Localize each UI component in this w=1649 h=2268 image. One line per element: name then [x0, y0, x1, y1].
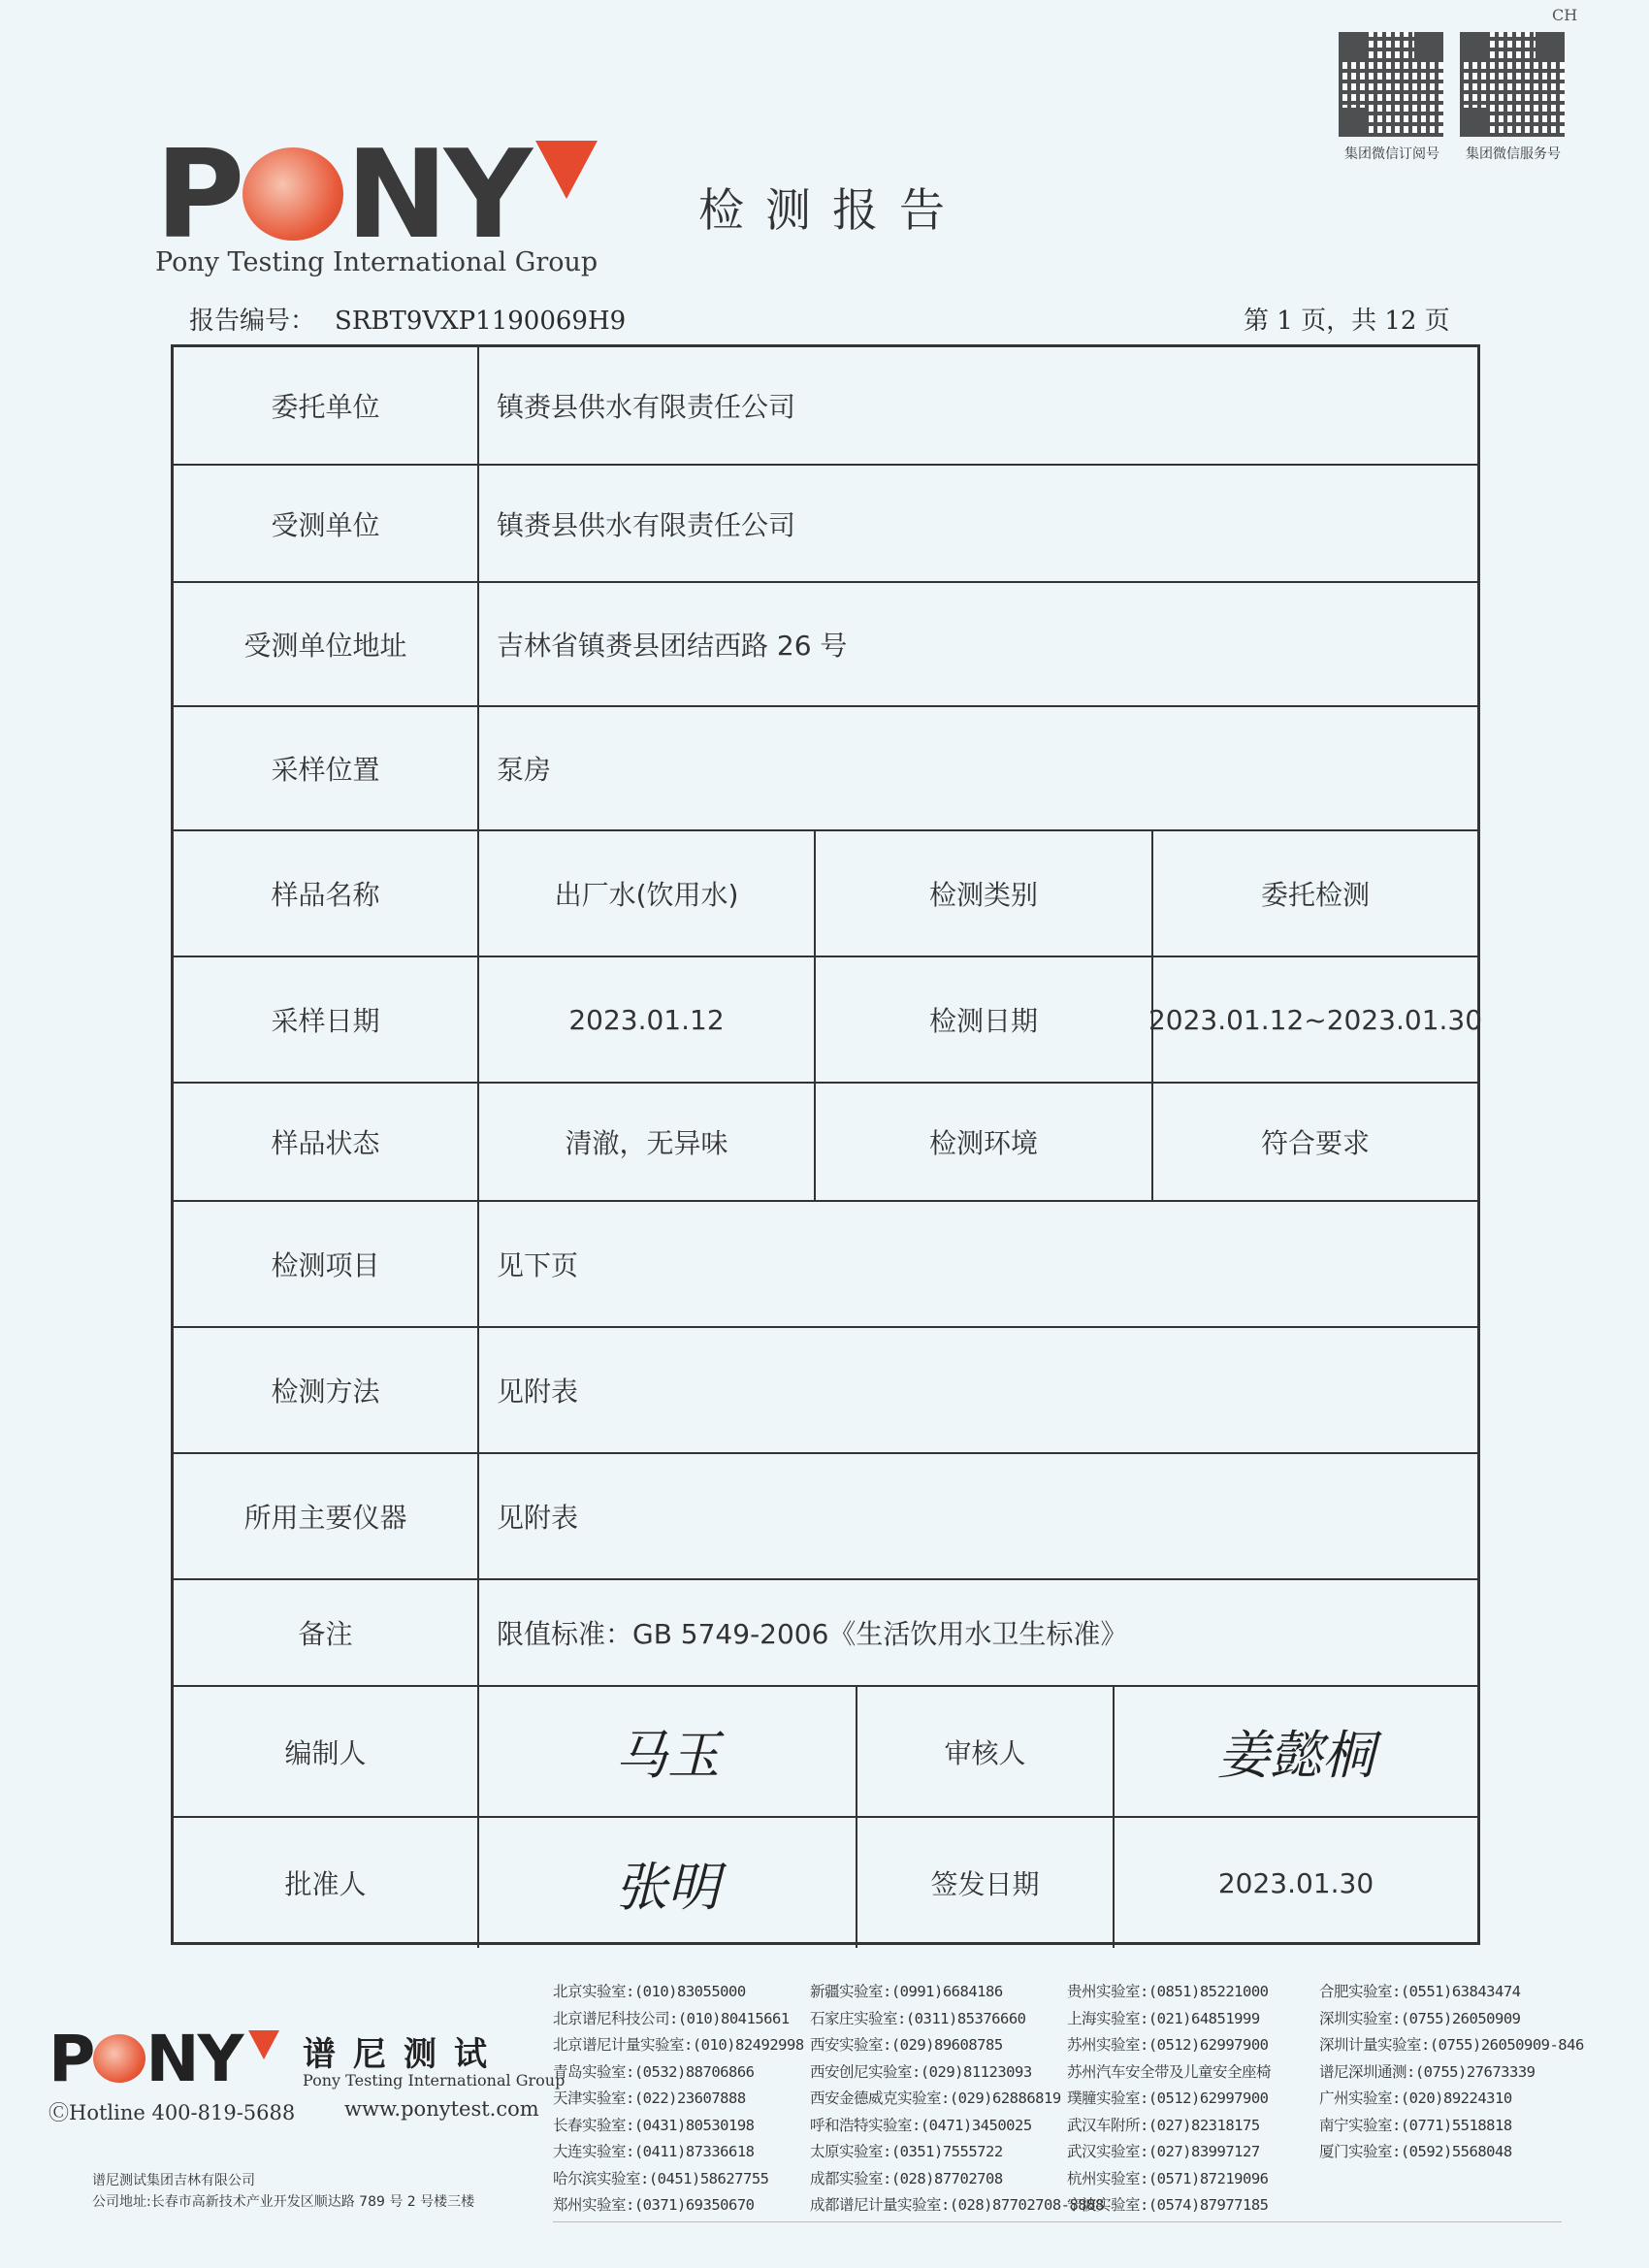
- row-sampling-location: [174, 707, 1477, 831]
- lab-entry: 武汉车附所:(027)82318175: [1067, 2116, 1260, 2134]
- lab-entry: 青岛实验室:(0532)88706866: [553, 2062, 755, 2081]
- client-label: 委托单位: [174, 347, 479, 464]
- lab-entry: 成都谱尼计量实验室:(028)87702708-8888: [810, 2196, 1104, 2214]
- row-approver: [174, 1818, 1477, 1948]
- lab-entry: 西安创尼实验室:(029)81123093: [810, 2062, 1032, 2081]
- test-items-label: 检测项目: [174, 1202, 479, 1326]
- address-label: 受测单位地址: [174, 583, 479, 705]
- reviewer-label: 审核人: [856, 1687, 1113, 1816]
- footer-website: www.ponytest.com: [344, 2097, 539, 2121]
- lab-entry: 北京谱尼科技公司:(010)80415661: [553, 2009, 790, 2027]
- row-sample-name: [174, 831, 1477, 957]
- footer-company: 谱尼测试集团吉林有限公司: [92, 2173, 255, 2188]
- row-client: [174, 347, 1477, 466]
- test-env-label: 检测环境: [814, 1084, 1151, 1200]
- lab-entry: 合肥实验室:(0551)63843474: [1319, 1983, 1521, 2000]
- issue-date-value: 2023.01.30: [1113, 1818, 1477, 1948]
- lab-entry: 杭州实验室:(0571)87219096: [1067, 2169, 1269, 2187]
- footer-logo-o-circle: [93, 2034, 146, 2083]
- compiler-label: 编制人: [174, 1687, 479, 1816]
- sampling-date-label: 采样日期: [174, 957, 479, 1082]
- test-method-label: 检测方法: [174, 1328, 479, 1452]
- report-number: 报告编号： SRBT9VXP1190069H9: [189, 307, 627, 336]
- document-title: 检测报告: [698, 184, 966, 238]
- approver-signature: 张明: [615, 1856, 720, 1918]
- remarks-label: 备注: [174, 1580, 479, 1685]
- lab-entry: 广州实验室:(020)89224310: [1319, 2090, 1512, 2107]
- test-type-value: 委托检测: [1151, 831, 1477, 956]
- lab-entry: 郑州实验室:(0371)69350670: [553, 2196, 755, 2214]
- row-test-items: [174, 1202, 1477, 1328]
- tested-label: 受测单位: [174, 466, 479, 581]
- test-date-value: 2023.01.12~2023.01.30: [1151, 957, 1477, 1082]
- sample-name-label: 样品名称: [174, 831, 479, 956]
- lab-entry: 贵州实验室:(0851)85221000: [1067, 1983, 1269, 2000]
- sampling-location-label: 采样位置: [174, 707, 479, 829]
- lab-entry: 呼和浩特实验室:(0471)3450025: [810, 2116, 1032, 2134]
- ch-mark: CH: [1552, 6, 1578, 24]
- test-method-value: 见附表: [497, 1376, 579, 1408]
- footer-group-en: Pony Testing International Group: [303, 2071, 566, 2090]
- lab-entry: 新疆实验室:(0991)6684186: [810, 1983, 1003, 2000]
- lab-entry: 深圳实验室:(0755)26050909: [1319, 2009, 1521, 2027]
- test-date-label: 检测日期: [814, 957, 1151, 1082]
- pony-logo: P NY: [155, 123, 530, 266]
- qr-caption-subscription: 集团微信订阅号: [1344, 146, 1439, 162]
- test-env-value: 符合要求: [1151, 1084, 1477, 1200]
- lab-entry: 北京实验室:(010)83055000: [553, 1983, 746, 2000]
- remarks-value: 限值标准：GB 5749-2006《生活饮用水卫生标准》: [497, 1618, 1128, 1650]
- lab-entry: 哈尔滨实验室:(0451)58627755: [553, 2169, 769, 2187]
- client-value: 镇赉县供水有限责任公司: [497, 391, 796, 423]
- row-test-method: [174, 1328, 1477, 1454]
- footer-logo-triangle-icon: [248, 2030, 279, 2059]
- address-value: 吉林省镇赉县团结西路 26 号: [497, 630, 848, 662]
- lab-entry: 深圳计量实验室:(0755)26050909-846: [1319, 2036, 1584, 2054]
- lab-entry: 苏州汽车安全带及儿童安全座椅: [1067, 2062, 1272, 2081]
- reviewer-signature: 姜懿桐: [1113, 1687, 1477, 1816]
- instruments-label: 所用主要仪器: [174, 1454, 479, 1578]
- lab-entry: 太原实验室:(0351)7555722: [810, 2143, 1003, 2160]
- tested-value: 镇赉县供水有限责任公司: [497, 508, 796, 541]
- row-remarks: [174, 1580, 1477, 1687]
- lab-entry: 上海实验室:(021)64851999: [1067, 2009, 1260, 2027]
- test-items-value: 见下页: [497, 1249, 579, 1281]
- row-compiler: [174, 1687, 1477, 1818]
- lab-entry: 武汉实验室:(027)83997127: [1067, 2143, 1260, 2160]
- footer-brand-cn: 谱尼测试: [303, 2035, 504, 2074]
- footer-pony-logo: P NY: [48, 2022, 242, 2096]
- row-sampling-date: [174, 957, 1483, 1084]
- lab-entry: 西安金德威克实验室:(029)62886819: [810, 2090, 1061, 2107]
- lab-entry: 南宁实验室:(0771)5518818: [1319, 2116, 1512, 2134]
- row-sample-state: [174, 1084, 1477, 1202]
- sample-state-label: 样品状态: [174, 1084, 479, 1200]
- qr-code-subscription: [1339, 32, 1443, 137]
- page-info: 第 1 页，共 12 页: [1244, 307, 1450, 336]
- logo-o-circle: [242, 147, 343, 241]
- lab-entry: 苏州实验室:(0512)62997900: [1067, 2036, 1269, 2054]
- logo-triangle-icon: [535, 141, 598, 199]
- lab-entry: 谱尼深圳通测:(0755)27673339: [1319, 2062, 1536, 2081]
- footer-hotline: ⒸHotline 400-819-5688: [48, 2101, 296, 2124]
- lab-entry: 厦门实验室:(0592)5568048: [1319, 2143, 1512, 2160]
- report-table: [171, 344, 1483, 1945]
- qr-code-service: [1460, 32, 1565, 137]
- lab-entry: 宁波实验室:(0574)87977185: [1067, 2196, 1269, 2214]
- lab-entry: 石家庄实验室:(0311)85376660: [810, 2009, 1026, 2027]
- sampling-location-value: 泵房: [497, 754, 552, 786]
- lab-entry: 大连实验室:(0411)87336618: [553, 2143, 755, 2160]
- row-instruments: [174, 1454, 1477, 1580]
- logo-subtitle: Pony Testing International Group: [155, 247, 598, 277]
- footer-divider: [553, 2221, 1562, 2222]
- lab-entry: 天津实验室:(022)23607888: [553, 2090, 746, 2107]
- test-type-label: 检测类别: [814, 831, 1151, 956]
- qr-caption-service: 集团微信服务号: [1466, 146, 1561, 162]
- issue-date-label: 签发日期: [856, 1818, 1113, 1948]
- lab-entry: 北京谱尼计量实验室:(010)82492998: [553, 2036, 804, 2054]
- lab-entry: 璞膧实验室:(0512)62997900: [1067, 2090, 1269, 2107]
- lab-entry: 成都实验室:(028)87702708: [810, 2169, 1003, 2187]
- approver-label: 批准人: [174, 1818, 479, 1948]
- row-address: [174, 583, 1477, 707]
- sample-state-value: 清澈，无异味: [565, 1127, 728, 1159]
- compiler-signature: 马玉: [615, 1725, 720, 1786]
- row-tested: [174, 466, 1477, 583]
- sample-name-value: 出厂水(饮用水): [554, 879, 739, 911]
- instruments-value: 见附表: [497, 1502, 579, 1534]
- footer-address: 公司地址:长春市高新技术产业开发区顺达路 789 号 2 号楼三楼: [92, 2194, 475, 2210]
- sampling-date-value: 2023.01.12: [568, 1003, 725, 1036]
- lab-entry: 西安实验室:(029)89608785: [810, 2036, 1003, 2054]
- lab-entry: 长春实验室:(0431)80530198: [553, 2116, 755, 2134]
